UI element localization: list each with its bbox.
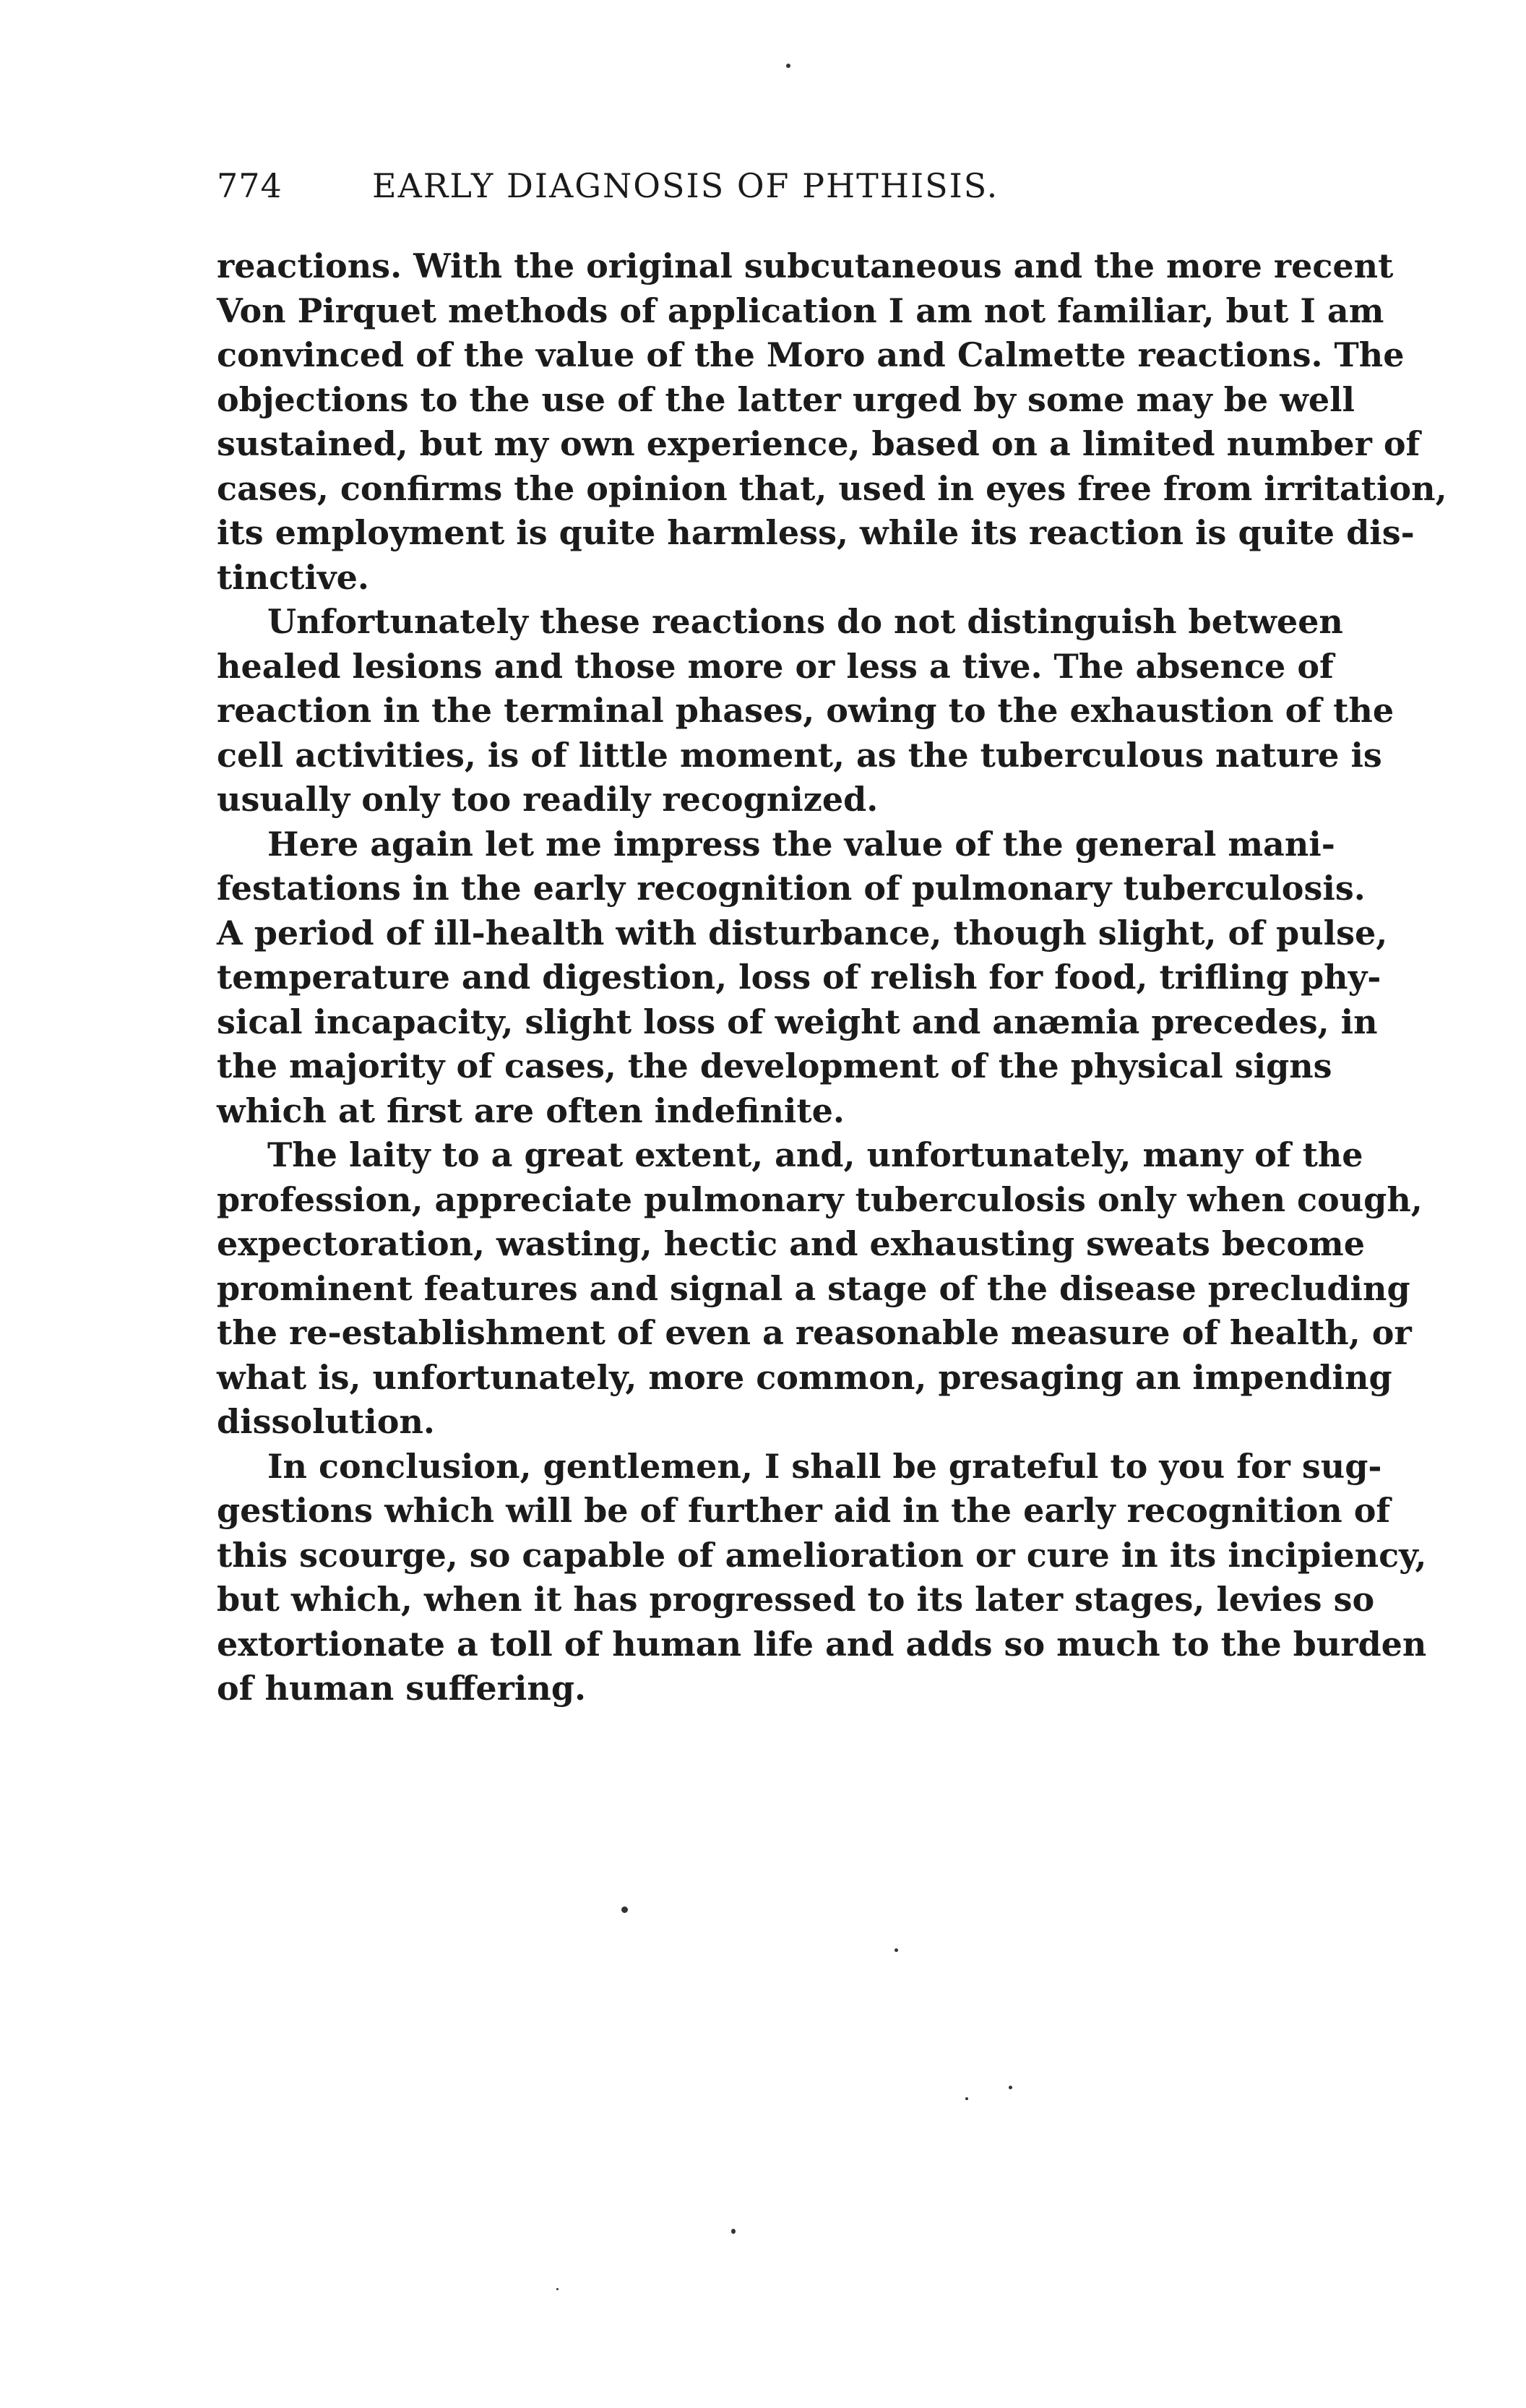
text-line: tinctive. [217, 557, 369, 597]
text-line: objections to the use of the latter urged by some may be well [217, 379, 1355, 419]
text-line: temperature and digestion, loss of relish for food, trifling phy- [217, 958, 1381, 997]
text-line: prominent features and signal a stage of the disease precluding [217, 1268, 1410, 1308]
text-line: Unfortunately these reactions do not distinguish between [267, 602, 1343, 641]
scan-speck [1009, 2086, 1012, 2089]
scan-speck [965, 2097, 968, 2100]
text-line: sical incapacity, slight loss of weight and anæmia precedes, in [217, 1002, 1378, 1041]
text-line: the re-establishment of even a reasonable measure of health, or [217, 1313, 1412, 1352]
scan-speck [731, 2229, 736, 2234]
text-line: profession, appreciate pulmonary tuberculosis only when cough, [217, 1179, 1423, 1219]
text-line: what is, unfortunately, more common, presaging an impending [217, 1357, 1392, 1397]
text-line: dissolution. [217, 1402, 435, 1441]
text-line: its employment is quite harmless, while its reaction is quite dis- [217, 513, 1415, 552]
scan-speck [621, 1906, 628, 1913]
text-line: which at first are often indefinite. [217, 1091, 845, 1130]
running-head: EARLY DIAGNOSIS OF PHTHISIS. [372, 166, 999, 205]
text-line: but which, when it has progressed to its later stages, levies so [217, 1580, 1375, 1619]
scan-speck [786, 64, 790, 68]
text-line: extortionate a toll of human life and adds so much to the burden [217, 1624, 1427, 1664]
text-line: usually only too readily recognized. [217, 780, 879, 819]
paragraph [217, 1133, 1423, 1445]
text-line: this scourge, so capable of amelioration or cure in its incipiency, [217, 1535, 1427, 1575]
page-number: 774 [217, 166, 283, 205]
text-line: the majority of cases, the development of the physical signs [217, 1046, 1332, 1085]
text-line: festations in the early recognition of pulmonary tuberculosis. [217, 869, 1366, 908]
text-line: sustained, but my own experience, based on a limited number of [217, 424, 1421, 463]
text-line: reaction in the terminal phases, owing to the exhaustion of the [217, 691, 1394, 730]
scan-speck [895, 1948, 898, 1952]
text-line: Here again let me impress the value of the general mani- [267, 824, 1335, 864]
paragraph [217, 244, 1447, 600]
body-text [217, 244, 1447, 1711]
paragraph [217, 1445, 1427, 1711]
text-line: healed lesions and those more or less a tive. The absence of [217, 646, 1334, 686]
paragraph [217, 822, 1388, 1134]
text-line: cell activities, is of little moment, as the tuberculous nature is [217, 735, 1382, 775]
text-line: cases, confirms the opinion that, used in eyes free from irritation, [217, 468, 1447, 508]
text-line: In conclusion, gentlemen, I shall be grateful to you for sug- [267, 1446, 1382, 1486]
page-header [217, 160, 1286, 211]
paragraph [217, 600, 1394, 822]
text-line: gestions which will be of further aid in the early recognition of [217, 1491, 1391, 1530]
text-line: convinced of the value of the Moro and Calmette reactions. The [217, 335, 1405, 374]
text-line: reactions. With the original subcutaneous and the more recent [217, 246, 1394, 285]
text-line: The laity to a great extent, and, unfortunately, many of the [267, 1135, 1363, 1174]
text-line: A period of ill-health with disturbance, though slight, of pulse, [217, 913, 1388, 953]
text-line: Von Pirquet methods of application I am not familiar, but I am [217, 291, 1384, 330]
text-line: of human suffering. [217, 1669, 587, 1708]
scan-speck [556, 2288, 559, 2290]
text-line: expectoration, wasting, hectic and exhausting sweats become [217, 1224, 1365, 1263]
